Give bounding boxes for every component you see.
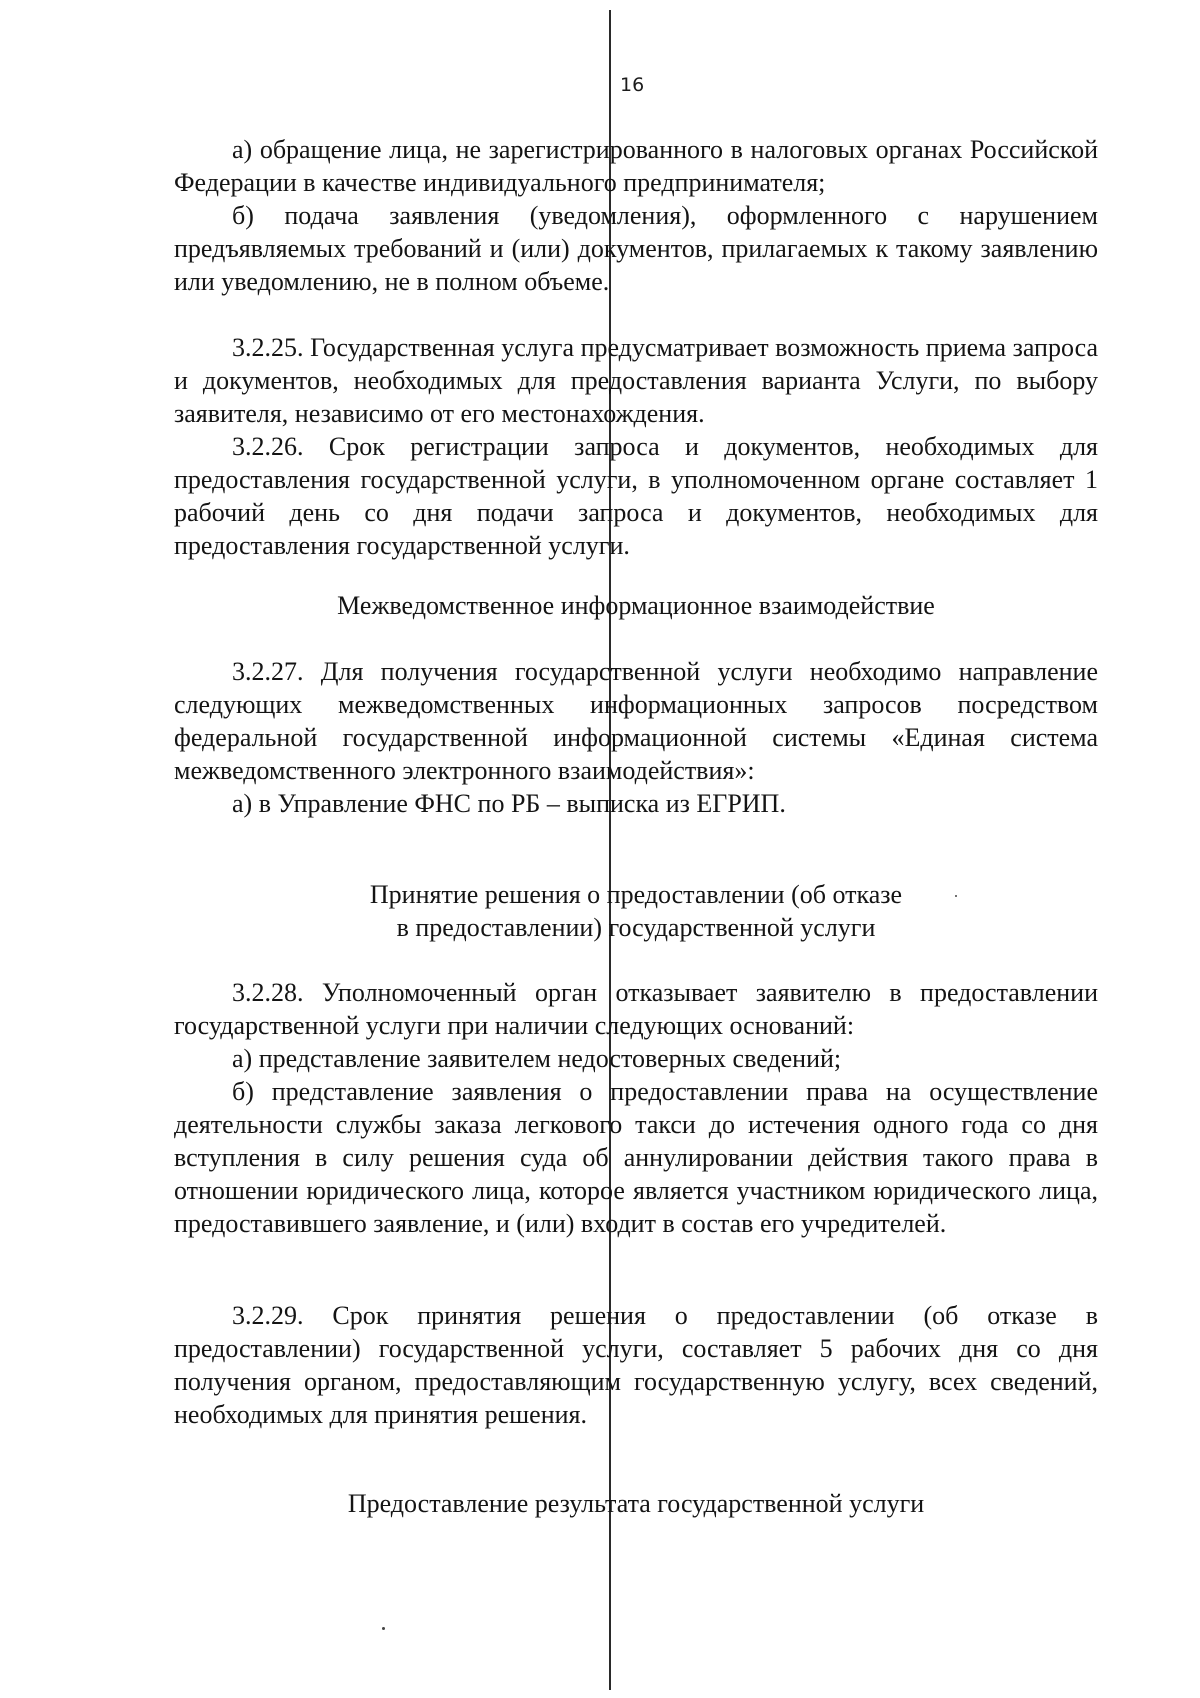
paragraph-3-2-28: 3.2.28. Уполномоченный орган отказывает заявителю в предоставлении государственной услуги при наличии следующих оснований: <box>174 978 1098 1040</box>
block-3-2-29 <box>174 1299 1098 1431</box>
scan-speck <box>382 1627 385 1630</box>
scan-speck <box>955 895 957 897</box>
section-title-result: Предоставление результата государственной услуги <box>347 1489 925 1518</box>
section-title-interdepartmental: Межведомственное информационное взаимодействие <box>337 591 935 620</box>
paragraph-b-incomplete: б) подача заявления (уведомления), оформленного с нарушением предъявляемых требований и (или) документов, прилагаемых к такому заявлению или уведомлению, не в полном объеме. <box>174 201 1098 296</box>
paragraph-3-2-27: 3.2.27. Для получения государственной услуги необходимо направление следующих межведомственных информационных запросов посредством федеральной государственной информационной системы «Единая система межведомственного электронного взаимодействия»: <box>174 657 1098 785</box>
section-title-decision-line1: Принятие решения о предоставлении (об отказе <box>369 880 903 909</box>
paragraph-3-2-26: 3.2.26. Срок регистрации запроса и документов, необходимых для предоставления государственной услуги, в уполномоченном органе составляет 1 рабочий день со дня подачи запроса и документов, необходимых для предоставления государственной услуги. <box>174 432 1098 560</box>
paragraph-3-2-25: 3.2.25. Государственная услуга предусматривает возможность приема запроса и документов, необходимых для предоставления варианта Услуги, по выбору заявителя, независимо от его местонахождения. <box>174 333 1098 428</box>
paragraph-a-unregistered: а) обращение лица, не зарегистрированного в налоговых органах Российской Федерации в качестве индивидуального предпринимателя; <box>174 135 1098 197</box>
block-refusal-grounds <box>174 133 1098 298</box>
page-number: 16 <box>620 74 645 96</box>
paragraph-3-2-28-b: б) представление заявления о предоставлении права на осуществление деятельности службы заказа легкового такси до истечения одного года со дня вступления в силу решения суда об аннулировании действия такого права в отношении юридического лица, которое является участником юридического лица, предоставившего заявление, и (или) входит в состав его учредителей. <box>174 1077 1098 1238</box>
paragraph-3-2-29: 3.2.29. Срок принятия решения о предоставлении (об отказе в предоставлении) государственной услуги, составляет 5 рабочих дня со дня получения органом, предоставляющим государственную услугу, всех сведений, необходимых для принятия решения. <box>174 1301 1098 1429</box>
block-3-2-27 <box>174 655 1098 820</box>
block-3-2-25-26 <box>174 331 1098 562</box>
block-3-2-28 <box>174 976 1098 1240</box>
paragraph-3-2-28-a: а) представление заявителем недостоверных сведений; <box>232 1044 842 1073</box>
paragraph-3-2-27-a: а) в Управление ФНС по РБ – выписка из ЕГРИП. <box>232 789 786 818</box>
section-title-decision-line2: в предоставлении) государственной услуги <box>396 913 876 942</box>
